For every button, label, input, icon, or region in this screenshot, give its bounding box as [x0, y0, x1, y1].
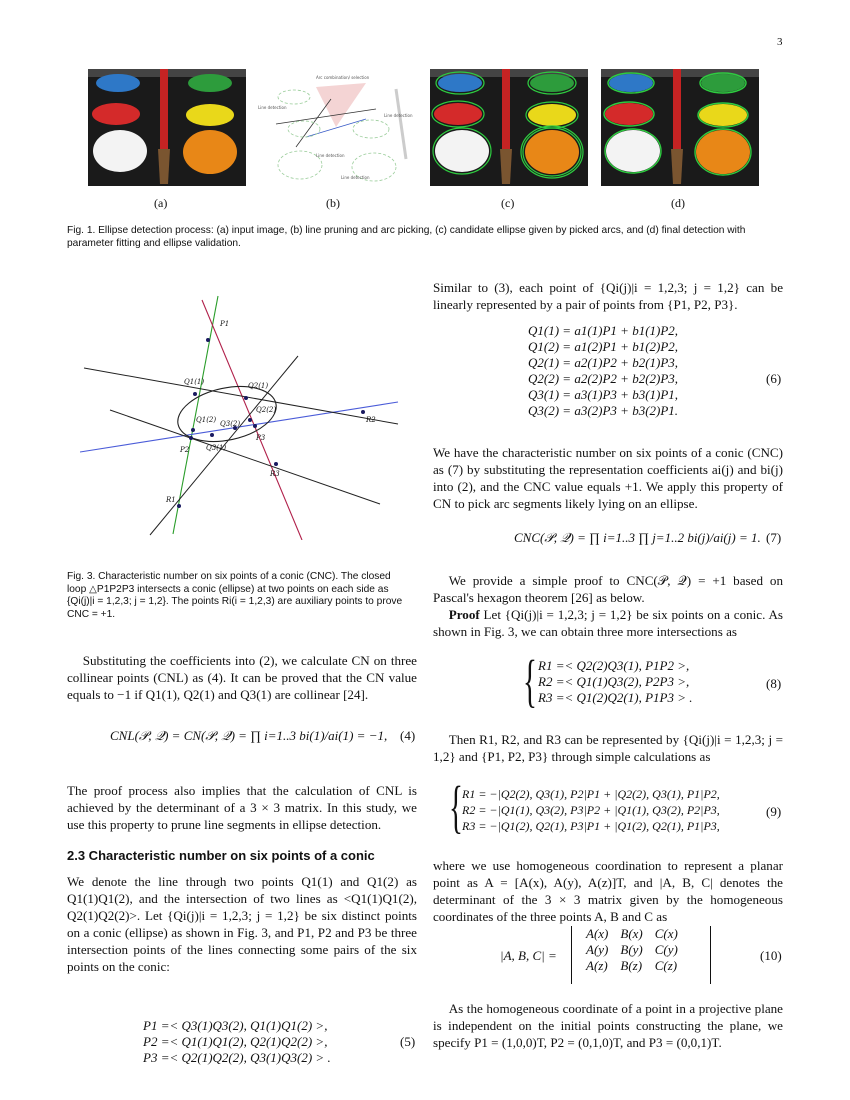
section-title: 2.3 Characteristic number on six points of a conic	[67, 848, 375, 863]
figure1-panel-b-image	[256, 69, 414, 186]
label-q3-2: Q3(2)	[220, 420, 241, 428]
m-11: A(x)	[586, 926, 609, 941]
figure1-caption: Fig. 1. Ellipse detection process: (a) input image, (b) line pruning and arc picking, (c) candidate ellipse given by picked arcs, and (d) final detection with parameter fitting and ellipse validation.	[67, 225, 746, 249]
equation-10-number: (10)	[760, 948, 782, 963]
label-q1-1: Q1(1)	[184, 378, 205, 386]
equation-10-matrix	[571, 926, 711, 984]
eq6-row-5: Q3(1) = a3(1)P3 + b3(1)P1,	[528, 387, 679, 402]
eq5-row-3: P3 =< Q2(1)Q2(2), Q3(1)Q3(2) > .	[143, 1050, 331, 1065]
figure1-panel-d-image	[601, 69, 759, 186]
right-para-2: We have the characteristic number on six points of a conic (CNC) as (7) by substituting the representation coefficients ai(j) and bi(j) into (2), and the CNC value equals +1. We apply this property of CN to pick arc segments likely lying on an ellipse.	[433, 445, 783, 511]
eq9-row-2: R2 = −|Q1(1), Q3(2), P3|P2 + |Q1(1), Q3(2), P2|P3,	[462, 803, 720, 817]
eq6-row-1: Q1(1) = a1(1)P1 + b1(1)P2,	[528, 323, 679, 338]
proof-label: Proof	[448, 607, 480, 622]
eq6-row-2: Q1(2) = a1(2)P1 + b1(2)P2,	[528, 339, 679, 354]
equation-4-number: (4)	[400, 728, 416, 743]
equation-9	[462, 786, 720, 834]
equation-10-lhs: |A, B, C| =	[500, 948, 557, 963]
equation-8-number: (8)	[766, 676, 782, 691]
figure1-panel-a-image	[88, 69, 246, 186]
left-para-3: We denote the line through two points Q1(1) and Q1(2) as Q1(1)Q1(2), and the intersection of two lines as <Q1(1)Q1(2), Q2(1)Q2(2)>. Let {Qi(j)|i = 1,2,3; j = 1,2} be six distinct points on a conic (ellipse) as shown in Fig. 3, and P1, P2 and P3 be three intersection points of the lines connecting some pairs of the six points on the conic:	[67, 874, 417, 974]
eq8-brace: {	[522, 648, 537, 713]
right-para-6: where we use homogeneous coordination to represent a planar point as A = [A(x), A(y), A(z)]T, and |A, B, C| denotes the determinant of the 3 × 3 matrix given by the homogeneous coordinates of the three points A, B and C as	[433, 858, 783, 924]
label-p2: P2	[180, 446, 190, 454]
label-p1: P1	[220, 320, 230, 328]
label-p3: P3	[256, 434, 266, 442]
equation-4: CNL(𝒫, 𝒬) = CN(𝒫, 𝒬) = ∏ i=1..3 bi(1)/ai(1) = −1,	[110, 728, 388, 743]
m-21: A(y)	[586, 942, 609, 957]
panel-b-text-4: Line detection	[341, 175, 370, 180]
equation-6	[528, 323, 678, 419]
eq8-row-2: R2 =< Q1(1)Q3(2), P2P3 >,	[538, 674, 690, 689]
panel-b-text-2: Line detection	[258, 105, 287, 110]
label-r1: R1	[166, 496, 176, 504]
figure3-diagram	[80, 290, 410, 540]
figure1-label-a: (a)	[154, 196, 168, 210]
figure1-label-c: (c)	[501, 196, 515, 210]
label-q3-1: Q3(1)	[206, 444, 227, 452]
label-r3: R3	[270, 470, 280, 478]
eq6-row-4: Q2(2) = a2(2)P2 + b2(2)P3,	[528, 371, 679, 386]
left-para-2: The proof process also implies that the calculation of CNL is achieved by the determinant of a 3 × 3 matrix. In this study, we use this property to prune line segments in ellipse detection.	[67, 783, 417, 832]
equation-6-number: (6)	[766, 371, 782, 386]
label-q2-2: Q2(2)	[256, 406, 277, 414]
left-para-1: Substituting the coefficients into (2), we calculate CN on three collinear points (CNL) as (4). It can be proved that the CN value equals to −1 if Q1(1), Q2(1) and Q3(1) are collinear [24].	[67, 653, 417, 702]
m-31: A(z)	[586, 958, 608, 973]
m-22: B(y)	[620, 942, 643, 957]
eq5-row-1: P1 =< Q3(1)Q3(2), Q1(1)Q1(2) >,	[143, 1018, 328, 1033]
m-12: B(x)	[620, 926, 643, 941]
equation-9-number: (9)	[766, 804, 782, 819]
figure1-label-d: (d)	[671, 196, 685, 210]
eq6-row-6: Q3(2) = a3(2)P3 + b3(2)P1.	[528, 403, 679, 418]
panel-b-text-3: Line detection	[384, 113, 413, 118]
eq9-brace: {	[448, 774, 463, 839]
label-r2: R2	[366, 416, 376, 424]
equation-5	[143, 1018, 331, 1066]
eq5-row-2: P2 =< Q1(1)Q1(2), Q2(1)Q2(2) >,	[143, 1034, 328, 1049]
right-para-3: We provide a simple proof to CNC(𝒫, 𝒬) = +1 based on Pascal's hexagon theorem [26] as below.	[433, 573, 783, 605]
page-number: 3	[777, 36, 783, 48]
equation-8	[538, 658, 692, 706]
right-para-7: As the homogeneous coordinate of a point in a projective plane is independent on the initial points constructing the plane, we specify P1 = (1,0,0)T, P2 = (0,1,0)T, and P3 = (0,0,1)T.	[433, 1001, 783, 1050]
eq8-row-1: R1 =< Q2(2)Q3(1), P1P2 >,	[538, 658, 690, 673]
eq9-row-3: R3 = −|Q1(2), Q2(1), P3|P1 + |Q1(2), Q2(1), P1|P3,	[462, 819, 720, 833]
right-para-5: Then R1, R2, and R3 can be represented by {Qi(j)|i = 1,2,3; j = 1,2} and {P1, P2, P3} through simple calculations as	[433, 732, 783, 764]
figure3-caption: Fig. 3. Characteristic number on six points of a conic (CNC). The closed loop △P1P2P3 intersects a conic (ellipse) at two points on each side as {Qi(j)|i = 1,2,3; j = 1,2}. The points Ri(i = 1,2,3) are auxiliary points to prove CNC = +1.	[67, 571, 403, 620]
right-para-1: Similar to (3), each point of {Qi(j)|i = 1,2,3; j = 1,2} can be linearly represented by a pair of points from {P1, P2, P3}.	[433, 280, 783, 312]
equation-7: CNC(𝒫, 𝒬) = ∏ i=1..3 ∏ j=1..2 bi(j)/ai(j) = 1.	[514, 530, 761, 545]
eq8-row-3: R3 =< Q1(2)Q2(1), P1P3 > .	[538, 690, 693, 705]
label-q1-2: Q1(2)	[196, 416, 217, 424]
m-23: C(y)	[654, 942, 678, 957]
m-32: B(z)	[620, 958, 643, 973]
panel-b-text-1: Arc combination/ selection	[316, 75, 370, 80]
equation-5-number: (5)	[400, 1034, 416, 1049]
panel-b-text-5: Line detection	[316, 153, 345, 158]
eq9-row-1: R1 = −|Q2(2), Q3(1), P2|P1 + |Q2(2), Q3(1), P1|P2,	[462, 787, 720, 801]
figure1-label-b: (b)	[326, 196, 340, 210]
right-para-4-text: Let {Qi(j)|i = 1,2,3; j = 1,2} be six points on a conic. As shown in Fig. 3, we can obtain three more intersections as	[433, 607, 783, 639]
figure1-panel-c-image	[430, 69, 588, 186]
right-para-4	[433, 606, 783, 640]
label-q2-1: Q2(1)	[248, 382, 269, 390]
m-13: C(x)	[654, 926, 678, 941]
eq6-row-3: Q2(1) = a2(1)P2 + b2(1)P3,	[528, 355, 679, 370]
m-33: C(z)	[654, 958, 678, 973]
equation-7-number: (7)	[766, 530, 782, 545]
